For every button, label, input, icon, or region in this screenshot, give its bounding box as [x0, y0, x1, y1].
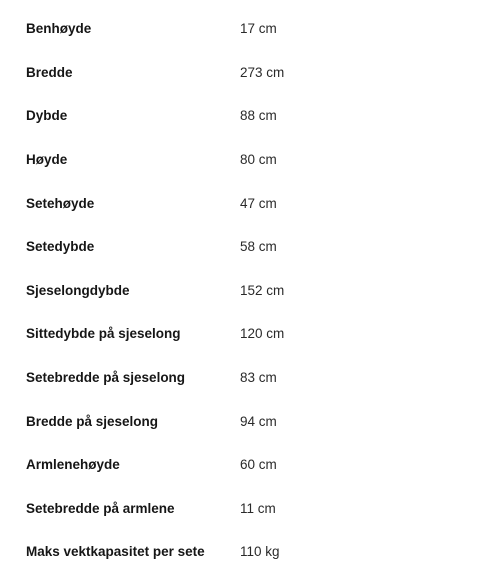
spec-label: Sjeselongdybde [26, 282, 130, 298]
spec-row-seat-height [0, 181, 480, 225]
spec-row-chaise-width [0, 399, 480, 443]
spec-label: Benhøyde [26, 21, 92, 37]
spec-value: 94 cm [240, 413, 277, 429]
spec-value: 110 kg [240, 544, 280, 560]
spec-row-leg-height [0, 7, 480, 51]
spec-row-armrest-height [0, 443, 480, 487]
spec-value: 273 cm [240, 64, 285, 80]
spec-row-chaise-sitting-depth [0, 312, 480, 356]
spec-label: Setebredde på sjeselong [26, 370, 186, 386]
spec-row-height [0, 138, 480, 182]
spec-row-chaise-depth [0, 269, 480, 313]
spec-label: Bredde [26, 64, 73, 80]
spec-label: Setehøyde [26, 195, 95, 211]
spec-label: Bredde på sjeselong [26, 413, 159, 429]
spec-label: Setebredde på armlene [26, 500, 175, 516]
spec-label: Setedybde [26, 239, 95, 255]
spec-label: Dybde [26, 108, 68, 124]
spec-row-max-weight [0, 530, 480, 574]
spec-value: 152 cm [240, 282, 285, 298]
spec-row-seat-depth [0, 225, 480, 269]
spec-label: Maks vektkapasitet per sete [26, 544, 205, 560]
spec-value: 120 cm [240, 326, 285, 342]
spec-value: 80 cm [240, 152, 277, 168]
spec-row-width [0, 51, 480, 95]
spec-label: Sittedybde på sjeselong [26, 326, 181, 342]
spec-value: 88 cm [240, 108, 277, 124]
spec-row-chaise-seat-width [0, 356, 480, 400]
spec-value: 47 cm [240, 195, 277, 211]
spec-value: 58 cm [240, 239, 277, 255]
spec-value: 60 cm [240, 457, 277, 473]
spec-label: Armlenehøyde [26, 457, 120, 473]
spec-row-armrest-seat-width [0, 487, 480, 531]
spec-value: 17 cm [240, 21, 277, 37]
spec-value: 83 cm [240, 370, 277, 386]
spec-row-depth [0, 94, 480, 138]
spec-value: 11 cm [240, 500, 276, 516]
spec-label: Høyde [26, 152, 68, 168]
